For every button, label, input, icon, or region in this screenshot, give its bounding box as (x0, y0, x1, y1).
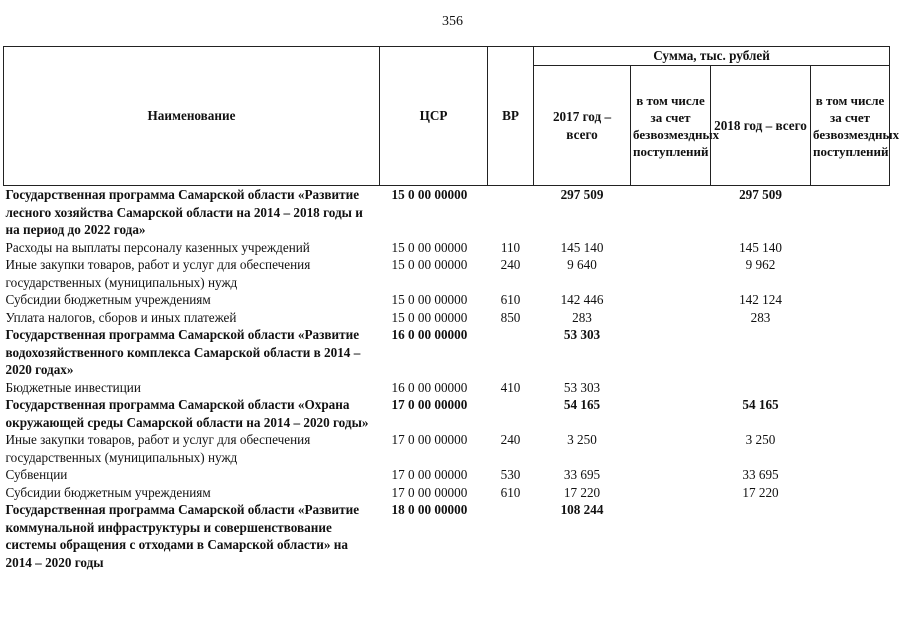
row-2018-total (711, 501, 811, 571)
row-2017-total: 297 509 (560, 187, 604, 202)
row-2018-total: 145 140 (739, 239, 782, 255)
table-row (4, 431, 890, 466)
row-2017-free (631, 239, 711, 257)
header-2018-free: в том числе за счет безвозмездных поступлений (811, 66, 890, 186)
row-2017-free (631, 379, 711, 397)
row-name: Бюджетные инвестиции (5, 379, 141, 395)
row-2018-free (811, 256, 890, 291)
row-csr: 17 0 00 00000 (391, 397, 468, 412)
row-csr: 15 0 00 00000 (391, 309, 468, 325)
row-vr: 110 (500, 239, 521, 255)
row-vr (488, 501, 534, 571)
row-2018-free (811, 379, 890, 397)
row-vr: 240 (500, 257, 521, 272)
row-csr: 17 0 00 00000 (391, 484, 468, 500)
row-2017-free (631, 396, 711, 431)
row-name: Субвенции (5, 467, 68, 482)
row-name: Расходы на выплаты персоналу казенных учреждений (5, 239, 310, 255)
table-row (4, 466, 890, 484)
row-vr: 610 (500, 292, 521, 307)
row-csr: 15 0 00 00000 (391, 187, 468, 202)
row-2017-total: 17 220 (563, 484, 601, 500)
row-vr: 530 (500, 467, 521, 482)
row-name: Государственная программа Самарской области «Развитие водохозяйственного комплекса Самарской области в 2014 – 2020 годах» (5, 327, 361, 377)
table-row (4, 256, 890, 291)
row-csr: 15 0 00 00000 (391, 239, 468, 255)
row-csr: 16 0 00 00000 (391, 379, 468, 395)
header-csr: ЦСР (380, 47, 488, 186)
row-2018-free (811, 326, 890, 379)
row-name: Государственная программа Самарской области «Развитие коммунальной инфраструктуры и совершенствование системы обращения с отходами в Самарской области» на 2014 – 2020 годы (5, 502, 360, 570)
row-2017-free (631, 484, 711, 502)
table-row (4, 186, 890, 239)
row-2018-total (711, 326, 811, 379)
table-row (4, 379, 890, 397)
row-vr: 410 (500, 379, 521, 395)
row-2017-free (631, 466, 711, 484)
row-2018-total: 297 509 (739, 187, 782, 202)
row-vr (488, 396, 534, 431)
row-2017-free (631, 326, 711, 379)
page-number: 356 (442, 14, 463, 29)
row-2017-total: 3 250 (567, 432, 597, 447)
row-2017-total: 33 695 (563, 467, 601, 482)
row-2018-free (811, 501, 890, 571)
row-2018-total: 9 962 (745, 257, 776, 272)
row-2018-total: 3 250 (745, 432, 776, 447)
row-2017-free (631, 431, 711, 466)
row-2017-total: 9 640 (567, 257, 597, 272)
row-2017-total: 283 (572, 309, 592, 325)
table-row (4, 326, 890, 379)
table-row (4, 239, 890, 257)
row-2017-free (631, 291, 711, 309)
row-csr: 17 0 00 00000 (391, 467, 468, 482)
row-name: Субсидии бюджетным учреждениям (5, 484, 211, 500)
row-name: Государственная программа Самарской области «Охрана окружающей среды Самарской области на 2014 – 2020 годы» (5, 397, 369, 430)
row-2018-free (811, 431, 890, 466)
row-vr (488, 186, 534, 239)
row-2017-free (631, 501, 711, 571)
row-2017-total: 53 303 (563, 379, 601, 395)
row-2018-total (711, 379, 811, 397)
row-2017-free (631, 186, 711, 239)
table-row (4, 291, 890, 309)
row-2018-free (811, 186, 890, 239)
row-vr: 850 (500, 309, 521, 325)
row-2018-total: 283 (750, 309, 771, 325)
header-vr: ВР (488, 47, 534, 186)
row-csr: 17 0 00 00000 (391, 432, 468, 447)
row-name: Иные закупки товаров, работ и услуг для обеспечения государственных (муниципальных) нужд (5, 432, 311, 465)
row-2018-total: 54 165 (742, 397, 779, 412)
table-row (4, 396, 890, 431)
row-csr: 15 0 00 00000 (391, 292, 468, 307)
row-vr: 610 (500, 484, 521, 500)
table-row (4, 484, 890, 502)
row-2018-free (811, 396, 890, 431)
row-2018-total: 17 220 (742, 484, 779, 500)
row-2018-total: 33 695 (742, 467, 779, 482)
row-2018-free (811, 309, 890, 327)
row-2018-free (811, 291, 890, 309)
row-name: Уплата налогов, сборов и иных платежей (5, 309, 237, 325)
row-2017-total: 53 303 (563, 327, 601, 342)
row-2018-total: 142 124 (739, 292, 782, 307)
row-name: Государственная программа Самарской области «Развитие лесного хозяйства Самарской области на 2014 – 2018 годы и на период до 2022 года» (5, 187, 363, 237)
table-row (4, 501, 890, 571)
table-row (4, 309, 890, 327)
row-2017-total: 142 446 (560, 292, 604, 307)
row-csr: 18 0 00 00000 (391, 502, 468, 517)
header-2017-free: в том числе за счет безвозмездных поступлений (631, 66, 711, 186)
row-2017-total: 145 140 (560, 239, 604, 255)
header-2018-total: 2018 год – всего (711, 66, 811, 186)
row-2018-free (811, 466, 890, 484)
row-2017-free (631, 256, 711, 291)
row-csr: 15 0 00 00000 (391, 257, 468, 272)
header-name: Наименование (4, 47, 380, 186)
row-2018-free (811, 484, 890, 502)
row-2017-total: 54 165 (563, 397, 601, 412)
row-2017-free (631, 309, 711, 327)
row-name: Субсидии бюджетным учреждениям (5, 292, 211, 307)
table-body (4, 186, 890, 572)
table-header (4, 47, 900, 186)
row-csr: 16 0 00 00000 (391, 327, 468, 342)
header-2017-total: 2017 год – всего (534, 66, 631, 186)
row-vr (488, 326, 534, 379)
row-name: Иные закупки товаров, работ и услуг для обеспечения государственных (муниципальных) нужд (5, 257, 311, 290)
header-sum-group: Сумма, тыс. рублей (534, 47, 890, 66)
row-vr: 240 (500, 432, 521, 447)
budget-table (3, 46, 900, 571)
row-2017-total: 108 244 (560, 502, 604, 517)
row-2018-free (811, 239, 890, 257)
